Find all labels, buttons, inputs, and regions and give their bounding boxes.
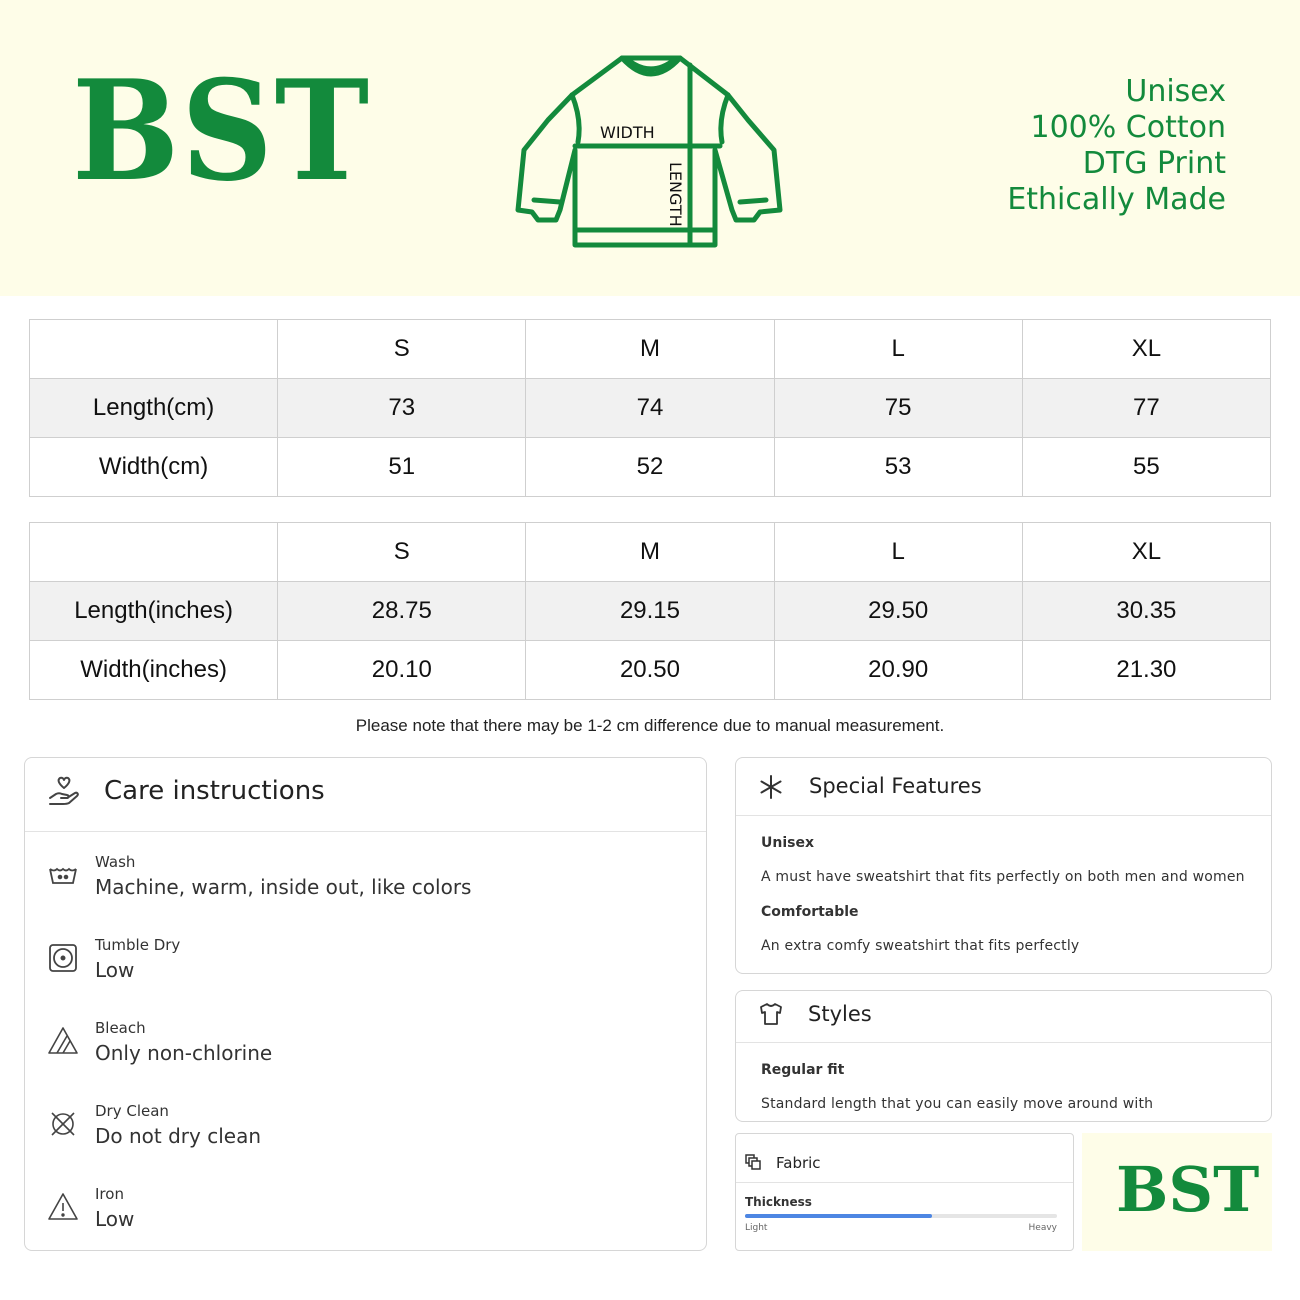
fabric-title: Fabric xyxy=(776,1154,821,1172)
special-features-card xyxy=(735,757,1272,974)
table-cell: 73 xyxy=(278,379,526,438)
asterisk-icon xyxy=(758,774,784,800)
table-row xyxy=(30,379,1271,438)
size-header: L xyxy=(774,320,1022,379)
thickness-label: Thickness xyxy=(745,1195,812,1209)
size-header: M xyxy=(526,320,774,379)
row-label: Length(inches) xyxy=(30,582,278,641)
size-header: XL xyxy=(1022,320,1270,379)
size-header: XL xyxy=(1022,523,1270,582)
feature-description: An extra comfy sweatshirt that fits perfectly xyxy=(761,938,1080,954)
table-cell: 20.90 xyxy=(774,641,1022,700)
special-card-header xyxy=(736,758,1271,816)
bleach-icon xyxy=(47,1025,79,1057)
table-header-row xyxy=(30,320,1271,379)
width-label: WIDTH xyxy=(600,123,655,142)
sweatshirt-diagram xyxy=(510,50,790,255)
table-cell: 28.75 xyxy=(278,582,526,641)
thickness-bar xyxy=(745,1214,1057,1218)
styles-card-header xyxy=(736,991,1271,1043)
table-cell: 75 xyxy=(774,379,1022,438)
tshirt-icon xyxy=(758,1001,784,1027)
length-label: LENGTH xyxy=(666,162,685,227)
row-label: Width(cm) xyxy=(30,438,278,497)
care-title: Care instructions xyxy=(104,776,325,806)
table-row xyxy=(30,582,1271,641)
care-label: Tumble Dry xyxy=(95,936,181,954)
care-card-header xyxy=(25,758,706,832)
care-value: Only non-chlorine xyxy=(95,1041,273,1065)
table-cell: 53 xyxy=(774,438,1022,497)
fabric-card-header xyxy=(736,1134,1073,1183)
size-chart-inches xyxy=(29,522,1271,700)
care-item-dry-clean xyxy=(25,1102,705,1162)
table-cell: 77 xyxy=(1022,379,1270,438)
brand-logo: BST xyxy=(72,49,371,212)
table-cell: 74 xyxy=(526,379,774,438)
care-item-bleach xyxy=(25,1019,705,1079)
thickness-bar-fill xyxy=(745,1214,932,1218)
table-cell: 55 xyxy=(1022,438,1270,497)
care-item-wash xyxy=(25,853,705,913)
care-label: Dry Clean xyxy=(95,1102,169,1120)
feature-dtg-print: DTG Print xyxy=(1082,146,1226,181)
table-cell: 20.50 xyxy=(526,641,774,700)
table-cell: 29.50 xyxy=(774,582,1022,641)
iron-icon xyxy=(47,1191,79,1223)
styles-title: Styles xyxy=(808,1002,872,1026)
size-header: S xyxy=(278,523,526,582)
table-cell: 20.10 xyxy=(278,641,526,700)
feature-name: Comfortable xyxy=(761,904,859,920)
brand-logo-small: BST xyxy=(1116,1153,1260,1226)
feature-ethically-made: Ethically Made xyxy=(1007,182,1226,217)
care-value: Machine, warm, inside out, like colors xyxy=(95,875,472,899)
feature-description: A must have sweatshirt that fits perfectly on both men and women xyxy=(761,869,1245,885)
table-cell: 21.30 xyxy=(1022,641,1270,700)
care-label: Iron xyxy=(95,1185,124,1203)
care-instructions-card xyxy=(24,757,707,1251)
table-cell: 52 xyxy=(526,438,774,497)
styles-card xyxy=(735,990,1272,1122)
size-chart-cm xyxy=(29,319,1271,497)
hand-heart-icon xyxy=(47,774,81,808)
care-item-tumble-dry xyxy=(25,936,705,996)
size-header: M xyxy=(526,523,774,582)
care-value: Do not dry clean xyxy=(95,1124,262,1148)
table-cell: 29.15 xyxy=(526,582,774,641)
feature-cotton: 100% Cotton xyxy=(1030,110,1226,145)
style-name: Regular fit xyxy=(761,1062,845,1078)
dry-clean-icon xyxy=(47,1108,79,1140)
care-value: Low xyxy=(95,1207,135,1231)
header-banner xyxy=(0,0,1300,296)
table-row xyxy=(30,641,1271,700)
row-label: Width(inches) xyxy=(30,641,278,700)
care-label: Bleach xyxy=(95,1019,146,1037)
measurement-note: Please note that there may be 1-2 cm difference due to manual measurement. xyxy=(355,716,945,735)
care-item-iron xyxy=(25,1185,705,1245)
table-corner-cell xyxy=(30,523,278,582)
table-cell: 30.35 xyxy=(1022,582,1270,641)
thickness-max-label: Heavy xyxy=(1028,1223,1057,1233)
wash-icon xyxy=(47,859,79,891)
tumble-dry-icon xyxy=(47,942,79,974)
feature-name: Unisex xyxy=(761,835,814,851)
special-title: Special Features xyxy=(809,774,982,798)
thickness-min-label: Light xyxy=(745,1223,768,1233)
care-label: Wash xyxy=(95,853,136,871)
care-value: Low xyxy=(95,958,135,982)
table-header-row xyxy=(30,523,1271,582)
size-header: L xyxy=(774,523,1022,582)
table-corner-cell xyxy=(30,320,278,379)
fabric-layers-icon xyxy=(744,1153,762,1171)
product-features-list xyxy=(1007,74,1226,218)
style-description: Standard length that you can easily move around with xyxy=(761,1096,1154,1112)
size-header: S xyxy=(278,320,526,379)
feature-unisex: Unisex xyxy=(1125,74,1226,109)
row-label: Length(cm) xyxy=(30,379,278,438)
brand-logo-box xyxy=(1082,1133,1272,1251)
fabric-card xyxy=(735,1133,1074,1251)
table-row xyxy=(30,438,1271,497)
table-cell: 51 xyxy=(278,438,526,497)
